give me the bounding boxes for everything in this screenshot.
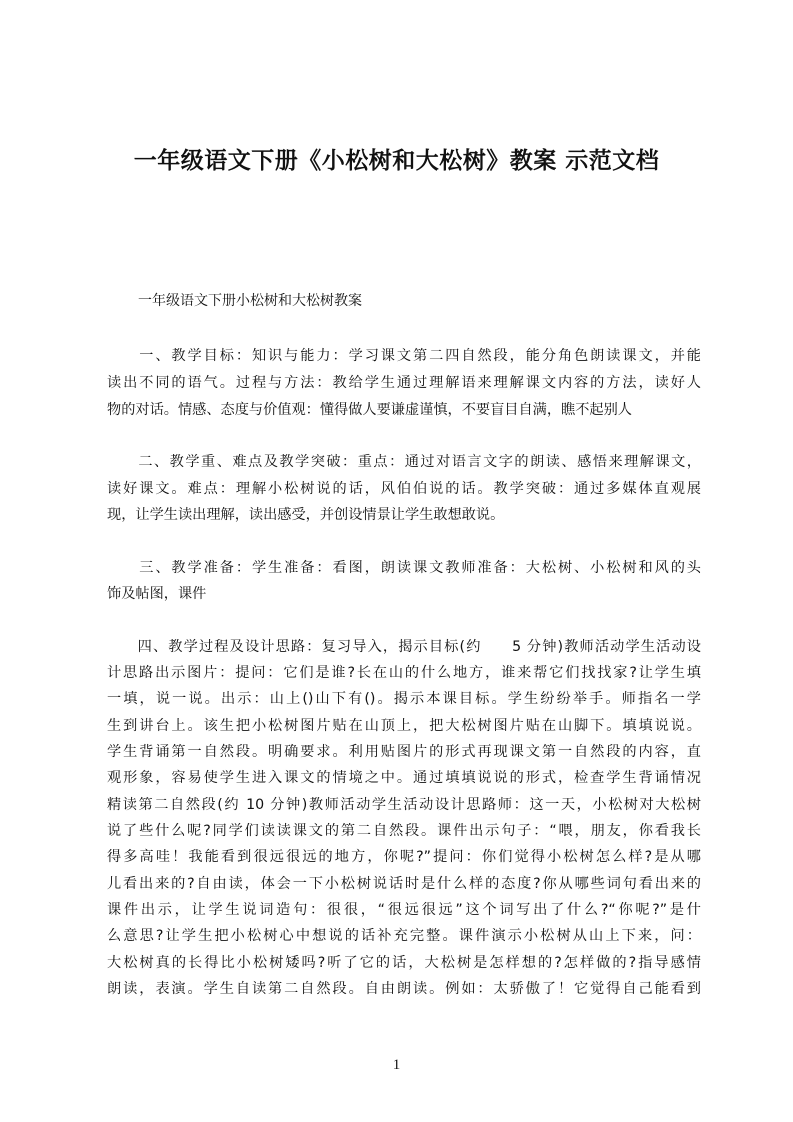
paragraph-3-line-1: 三、教学准备：学生准备：看图，朗读课文教师准备：大松树、小松树和风的头 [107,560,701,576]
paragraph-3-line-2: 饰及帖图，课件 [107,586,207,602]
paragraph-4-line-11: 课件出示，让学生说词造句：很很，“很远很远”这个词写出了什么?“你呢?”是什 [107,902,701,918]
paragraph-1-line-2: 读出不同的语气。过程与方法：教给学生通过理解语来理解课文内容的方法，读好人 [107,375,701,391]
paragraph-1-line-1: 一、教学目标：知识与能力：学习课文第二四自然段，能分角色朗读课文，并能 [107,348,701,364]
paragraph-4-line-7: 精读第二自然段(约 10 分钟)教师活动学生活动设计思路师：这一天，小松树对大松树 [107,797,701,813]
paragraph-1-line-3: 物的对话。情感、态度与价值观：懂得做人要谦虚谨慎，不要盲目自满，瞧不起别人 [107,402,632,418]
paragraph-4-line-14: 朗读，表演。学生自读第二自然段。自由朗读。例如：太骄傲了！它觉得自己能看到 [107,981,701,997]
page-number: 1 [392,1057,401,1073]
paragraph-4-line-1: 四、教学过程及设计思路：复习导入，揭示目标(约 5 分钟)教师活动学生活动设 [107,639,701,655]
paragraph-4-line-2: 计思路出示图片：提问：它们是谁?长在山的什么地方，谁来帮它们找找家?让学生填 [107,665,701,681]
paragraph-2-line-2: 读好课文。难点：理解小松树说的话，风伯伯说的话。教学突破：通过多媒体直观展 [107,481,701,497]
document-subtitle: 一年级语文下册小松树和大松树教案 [138,293,362,309]
paragraph-4-line-5: 学生背诵第一自然段。明确要求。利用贴图片的形式再现课文第一自然段的内容，直 [107,744,701,760]
paragraph-4-line-8: 说了些什么呢?同学们读读课文的第二自然段。课件出示句子：“喂，朋友，你看我长 [107,823,701,839]
paragraph-2-line-3: 现，让学生读出理解，读出感受，并创设情景让学生敢想敢说。 [107,507,505,523]
paragraph-4-line-4: 生到讲台上。该生把小松树图片贴在山顶上，把大松树图片贴在山脚下。填填说说。 [107,718,701,734]
document-title: 一年级语文下册《小松树和大松树》教案 示范文档 [133,148,660,174]
paragraph-4-line-9: 得多高哇！我能看到很远很远的地方，你呢?”提问：你们觉得小松树怎么样?是从哪 [107,849,701,865]
paragraph-4-line-10: 儿看出来的?自由读，体会一下小松树说话时是什么样的态度?你从哪些词句看出来的 [107,876,701,892]
paragraph-4-line-12: 么意思?让学生把小松树心中想说的话补充完整。课件演示小松树从山上下来，问： [107,928,701,944]
paragraph-2-line-1: 二、教学重、难点及教学突破：重点：通过对语言文字的朗读、感悟来理解课文， [107,454,701,470]
paragraph-4-line-6: 观形象，容易使学生进入课文的情境之中。通过填填说说的形式，检查学生背诵情况 [107,770,701,786]
paragraph-4-line-3: 一填，说一说。出示：山上()山下有()。揭示本课目标。学生纷纷举手。师指名一学 [107,691,701,707]
paragraph-4-line-13: 大松树真的长得比小松树矮吗?听了它的话，大松树是怎样想的?怎样做的?指导感情 [107,955,701,971]
